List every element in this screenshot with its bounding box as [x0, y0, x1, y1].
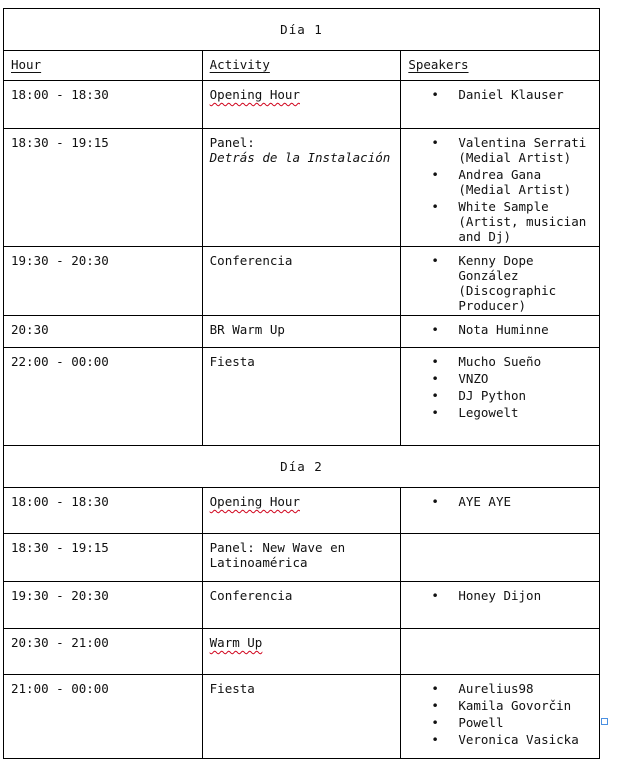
- hour-cell: 18:00 - 18:30: [4, 81, 203, 129]
- table-row: [4, 247, 600, 316]
- speaker-item: • Kamila Govorčin: [458, 698, 592, 713]
- activity-header: Activity: [209, 57, 270, 72]
- activity-cell: Fiesta: [202, 348, 401, 446]
- speaker-list: [408, 135, 592, 244]
- column-header-row: [4, 51, 600, 81]
- speaker-item: • AYE AYE: [458, 494, 592, 509]
- table-row: [4, 534, 600, 582]
- activity-cell: Opening Hour: [209, 494, 300, 509]
- speaker-item: • Nota Huminne: [458, 322, 592, 337]
- speaker-item: • Veronica Vasicka: [458, 732, 592, 747]
- day-2-header-row: [4, 446, 600, 488]
- activity-subtitle: Detrás de la Instalación: [209, 150, 391, 165]
- day-2-title: Día 2: [4, 446, 600, 488]
- day-1-header-row: [4, 9, 600, 51]
- hour-header: Hour: [11, 57, 42, 72]
- hour-cell: 21:00 - 00:00: [4, 675, 203, 759]
- hour-cell: 18:30 - 19:15: [4, 129, 203, 247]
- hour-cell: 18:30 - 19:15: [4, 534, 203, 582]
- speaker-item: • Legowelt: [458, 405, 592, 420]
- speaker-list: [408, 494, 592, 509]
- table-row: [4, 348, 600, 446]
- speaker-item: • DJ Python: [458, 388, 592, 403]
- table-resize-handle[interactable]: [601, 718, 608, 725]
- speaker-item: • Mucho Sueño: [458, 354, 592, 369]
- table-row: [4, 582, 600, 629]
- speaker-item: • Aurelius98: [458, 681, 592, 696]
- speaker-item: • Daniel Klauser: [458, 87, 592, 102]
- speaker-item: • Andrea Gana (Medial Artist): [458, 167, 592, 197]
- speaker-list: [408, 322, 592, 337]
- activity-cell: Panel: New Wave en Latinoamérica: [202, 534, 401, 582]
- table-row: [4, 675, 600, 759]
- hour-cell: 19:30 - 20:30: [4, 247, 203, 316]
- table-row: [4, 629, 600, 675]
- hour-cell: 19:30 - 20:30: [4, 582, 203, 629]
- table-row: [4, 316, 600, 348]
- speaker-list: [408, 253, 592, 313]
- activity-cell: Conferencia: [202, 582, 401, 629]
- empty-speakers-cell: [401, 629, 600, 675]
- speaker-item: • Powell: [458, 715, 592, 730]
- activity-cell: Fiesta: [202, 675, 401, 759]
- hour-cell: 20:30: [4, 316, 203, 348]
- speaker-list: [408, 87, 592, 102]
- activity-cell: Opening Hour: [209, 87, 300, 102]
- activity-cell: BR Warm Up: [202, 316, 401, 348]
- table-row: [4, 81, 600, 129]
- speaker-item: • Valentina Serrati (Medial Artist): [458, 135, 592, 165]
- activity-cell: Warm Up: [209, 635, 263, 650]
- speaker-list: [408, 354, 592, 420]
- speaker-item: • Kenny Dope González (Discographic Producer): [458, 253, 592, 313]
- speaker-item: • Honey Dijon: [458, 588, 592, 603]
- activity-cell: Panel:: [209, 135, 255, 150]
- speaker-list: [408, 681, 592, 747]
- speaker-list: [408, 588, 592, 603]
- table-row: [4, 488, 600, 534]
- speaker-item: • White Sample (Artist, musician and Dj): [458, 199, 592, 244]
- activity-cell: Conferencia: [202, 247, 401, 316]
- empty-speakers-cell: [401, 534, 600, 582]
- hour-cell: 22:00 - 00:00: [4, 348, 203, 446]
- hour-cell: 20:30 - 21:00: [4, 629, 203, 675]
- table-row: [4, 129, 600, 247]
- speaker-item: • VNZO: [458, 371, 592, 386]
- day-1-title: Día 1: [4, 9, 600, 51]
- schedule-table: [3, 8, 600, 759]
- speakers-header: Speakers: [408, 57, 469, 72]
- hour-cell: 18:00 - 18:30: [4, 488, 203, 534]
